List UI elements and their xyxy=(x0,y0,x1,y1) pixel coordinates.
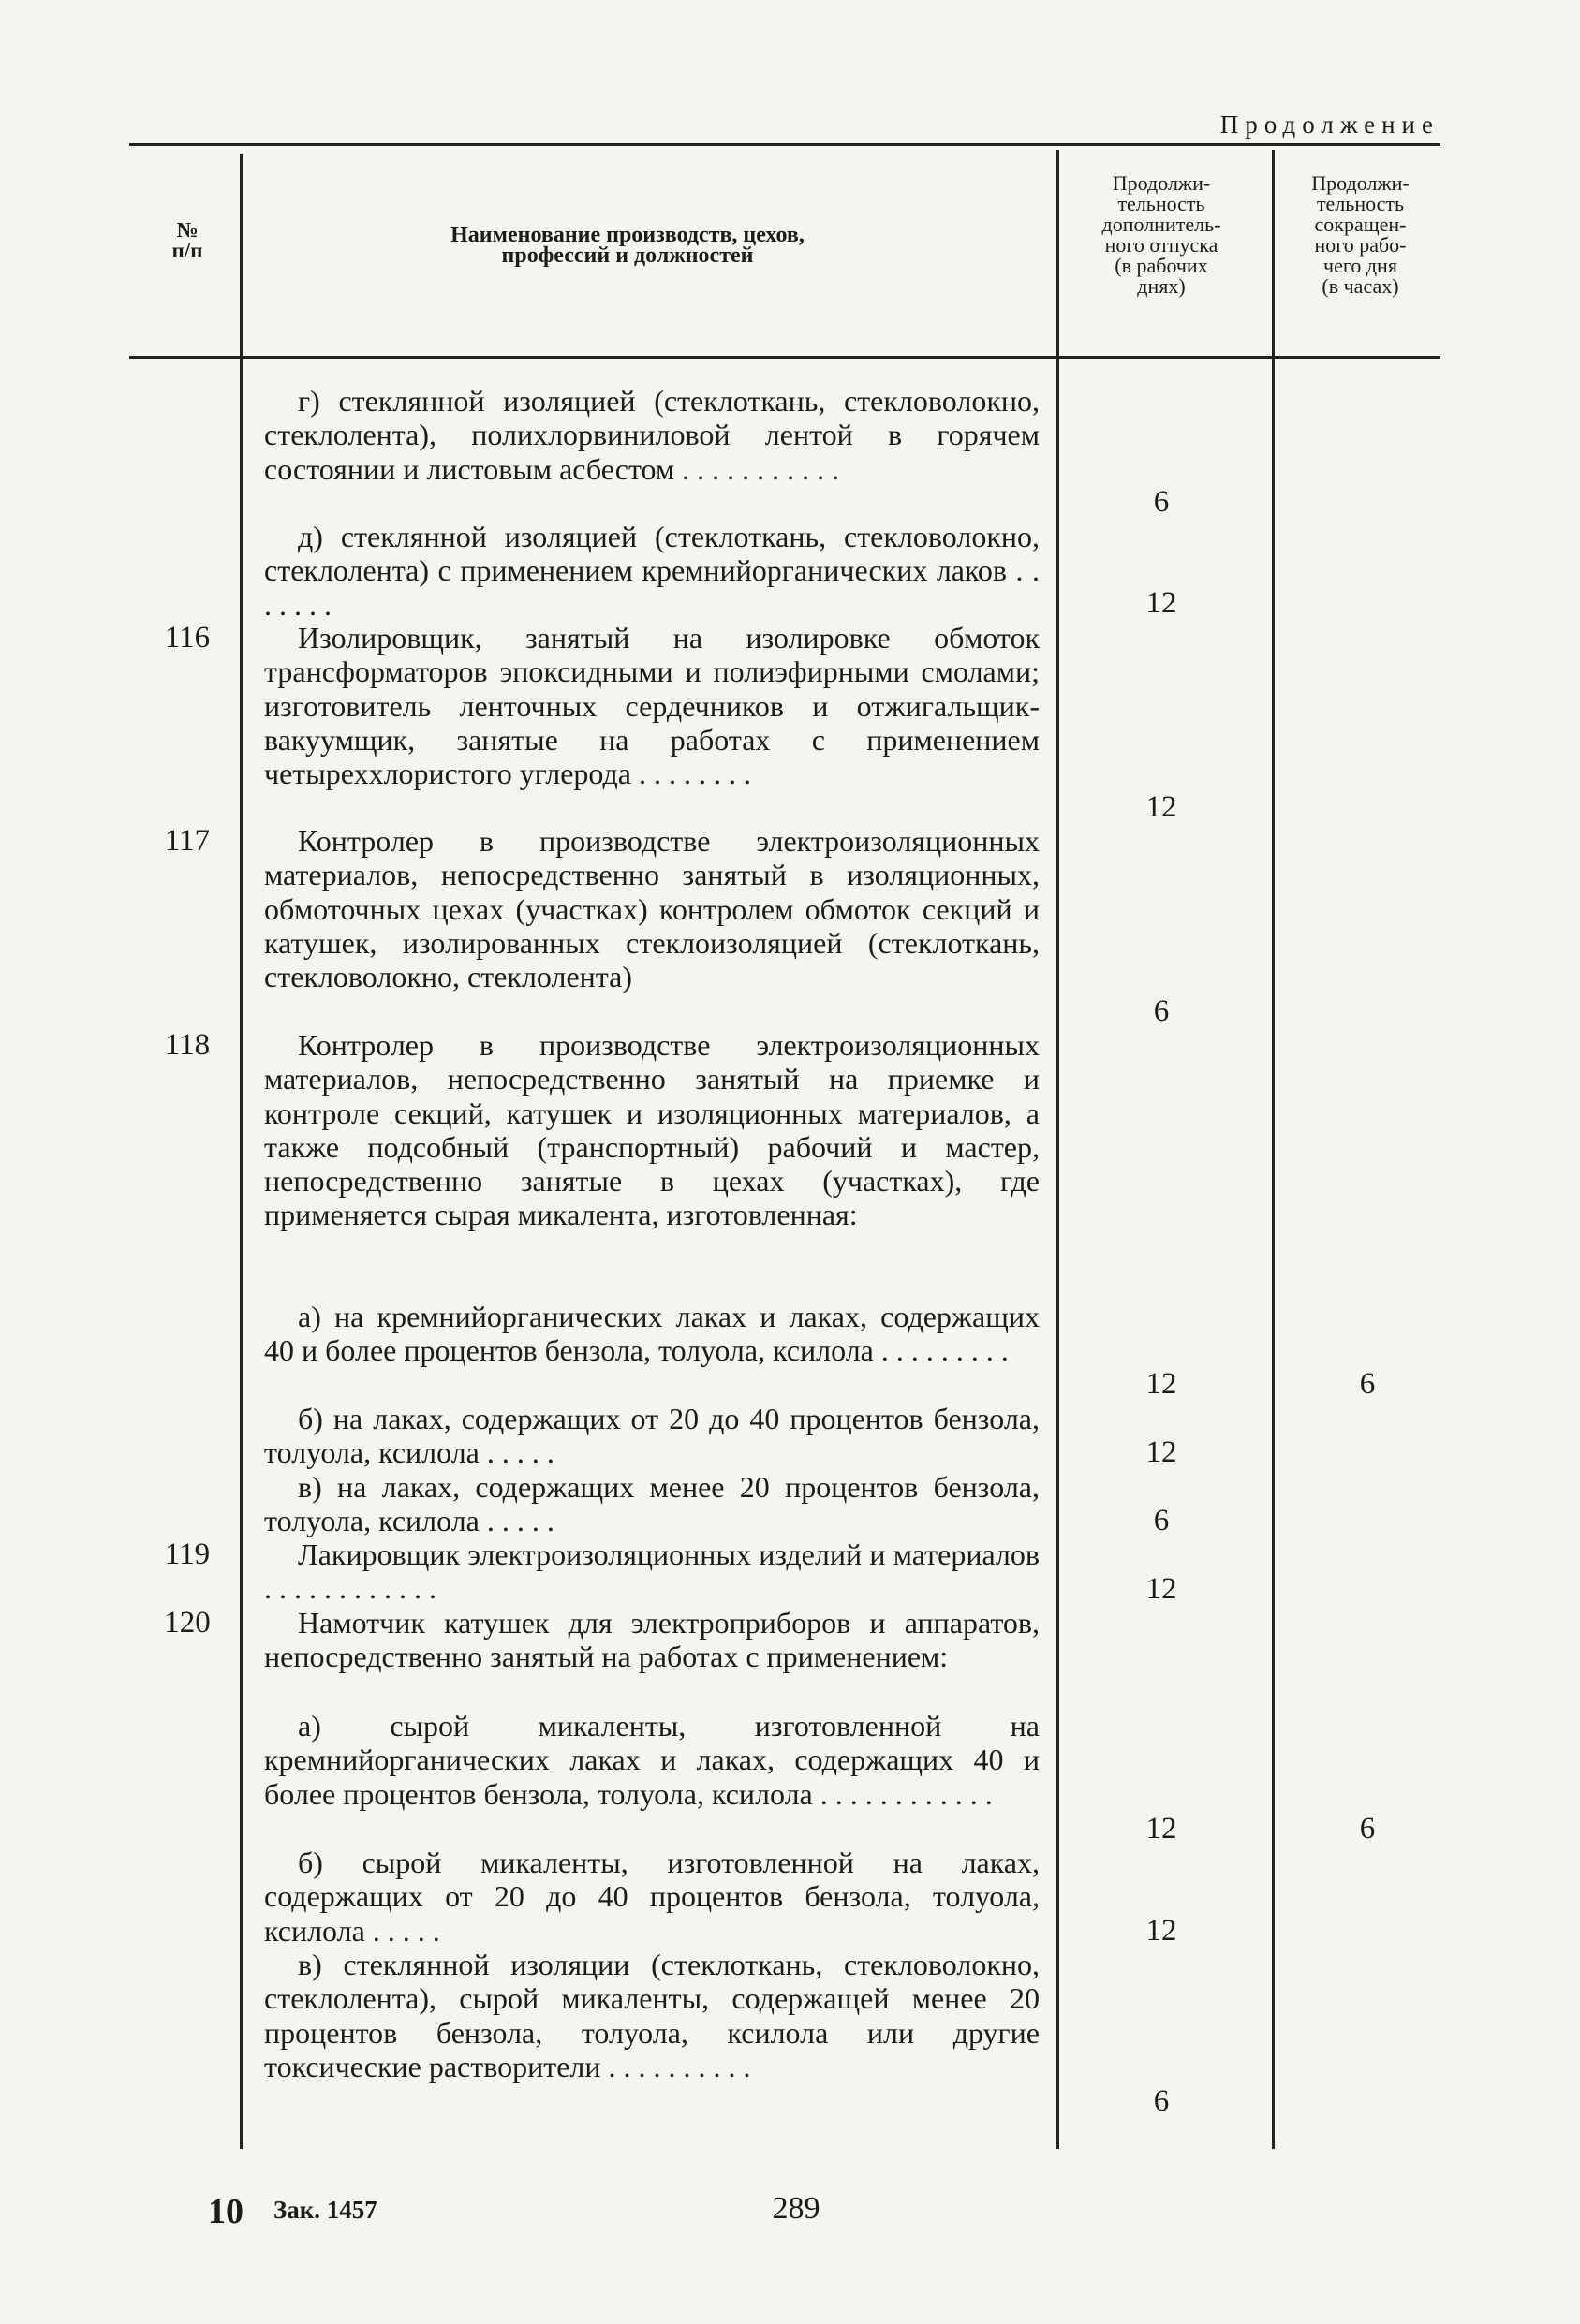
row-text: Контролер в производстве электроизоляционных материалов, непосредственно занятый в изоляционных, обмоточных цехах (участках) контролем обмоток секций и катушек, изолированных стеклоизоляцией (стеклоткань, стекловолокно, стеклолента) xyxy=(264,824,1040,994)
continuation-label: Продолжение xyxy=(1219,110,1440,139)
row-short-day: 6 xyxy=(1359,1812,1376,1846)
row-extra-leave: 12 xyxy=(1145,1914,1177,1948)
row-text: б) сырой микаленты, изготовленной на лаках, содержащих от 20 до 40 процентов бензола, толуола, ксилола . . . . . xyxy=(264,1846,1040,1948)
row-text: а) сырой микаленты, изготовленной на кремнийорганических лаках и лаках, содержащих 40 и более процентов бензола, толуола, ксилола . . . . . . . . . . . . xyxy=(264,1709,1040,1811)
row-text: Контролер в производстве электроизоляционных материалов, непосредственно занятый на приемке и контроле секций, катушек и изоляционных материалов, а также подсобный (транспортный) рабочий и мастер, непосредственно занятые в цехах (участках), где применяется сырая микалента, изготовленная: xyxy=(264,1028,1040,1232)
row-text: в) на лаках, содержащих менее 20 процентов бензола, толуола, ксилола . . . . . xyxy=(264,1470,1040,1538)
column-divider-1 xyxy=(240,154,243,2149)
row-extra-leave: 6 xyxy=(1153,1504,1170,1537)
row-extra-leave: 12 xyxy=(1145,790,1177,824)
row-text: Изолировщик, занятый на изолировке обмоток трансформаторов эпоксидными и полиэфирными смолами; изготовитель ленточных сердечников и отжигальщик-вакуумщик, занятые на работах с применением четыреххлористого углерода . . . . . . . . xyxy=(264,621,1040,791)
row-text: Лакировщик электроизоляционных изделий и материалов . . . . . . . . . . . . xyxy=(264,1537,1040,1606)
header-bottom-rule xyxy=(129,356,1440,359)
row-extra-leave: 12 xyxy=(1145,1367,1177,1401)
header-extra-leave: Продолжи- тельность дополнитель- ного отпуска (в рабочих днях) xyxy=(1101,171,1221,298)
row-extra-leave: 6 xyxy=(1153,2084,1170,2118)
row-number: 120 xyxy=(164,1606,211,1640)
row-number: 116 xyxy=(164,621,211,655)
table-top-rule xyxy=(129,143,1440,146)
row-extra-leave: 12 xyxy=(1145,586,1177,620)
header-number: № п/п xyxy=(171,218,203,262)
page-number: 289 xyxy=(772,2191,820,2226)
header-name: Наименование производств, цехов, профессий и должностей xyxy=(450,223,805,268)
row-short-day: 6 xyxy=(1359,1367,1376,1401)
row-extra-leave: 12 xyxy=(1145,1435,1177,1469)
row-extra-leave: 12 xyxy=(1145,1572,1177,1606)
row-number: 119 xyxy=(164,1537,211,1571)
column-divider-3 xyxy=(1272,150,1275,2149)
row-text: б) на лаках, содержащих от 20 до 40 процентов бензола, толуола, ксилола . . . . . xyxy=(264,1402,1040,1470)
row-extra-leave: 6 xyxy=(1153,994,1170,1028)
row-extra-leave: 6 xyxy=(1153,485,1170,519)
row-number: 117 xyxy=(164,824,211,858)
row-text: а) на кремнийорганических лаках и лаках, содержащих 40 и более процентов бензола, толуола, ксилола . . . . . . . . . xyxy=(264,1300,1040,1368)
column-divider-2 xyxy=(1056,150,1059,2149)
row-text: д) стеклянной изоляцией (стеклоткань, стекловолокно, стеклолента) с применением кремнийорганических лаков . . . . . . . xyxy=(264,520,1040,622)
row-number: 118 xyxy=(164,1028,211,1062)
row-extra-leave: 12 xyxy=(1145,1812,1177,1846)
row-text: Намотчик катушек для электроприборов и аппаратов, непосредственно занятый на работах с применением: xyxy=(264,1606,1040,1674)
row-text: в) стеклянной изоляции (стеклоткань, стекловолокно, стеклолента), сырой микаленты, содержащей менее 20 процентов бензола, толуола, ксилола или другие токсические растворители . . . . . . . . . . xyxy=(264,1948,1040,2083)
sheet-number: 10 xyxy=(208,2192,244,2231)
header-short-day: Продолжи- тельность сокращен- ного рабо- чего дня (в часах) xyxy=(1311,171,1410,298)
row-text: г) стеклянной изоляцией (стеклоткань, стекловолокно, стеклолента), полихлорвиниловой лентой в горячем состоянии и листовым асбестом . . . . . . . . . . . xyxy=(264,384,1040,486)
order-number: Зак. 1457 xyxy=(273,2196,377,2224)
